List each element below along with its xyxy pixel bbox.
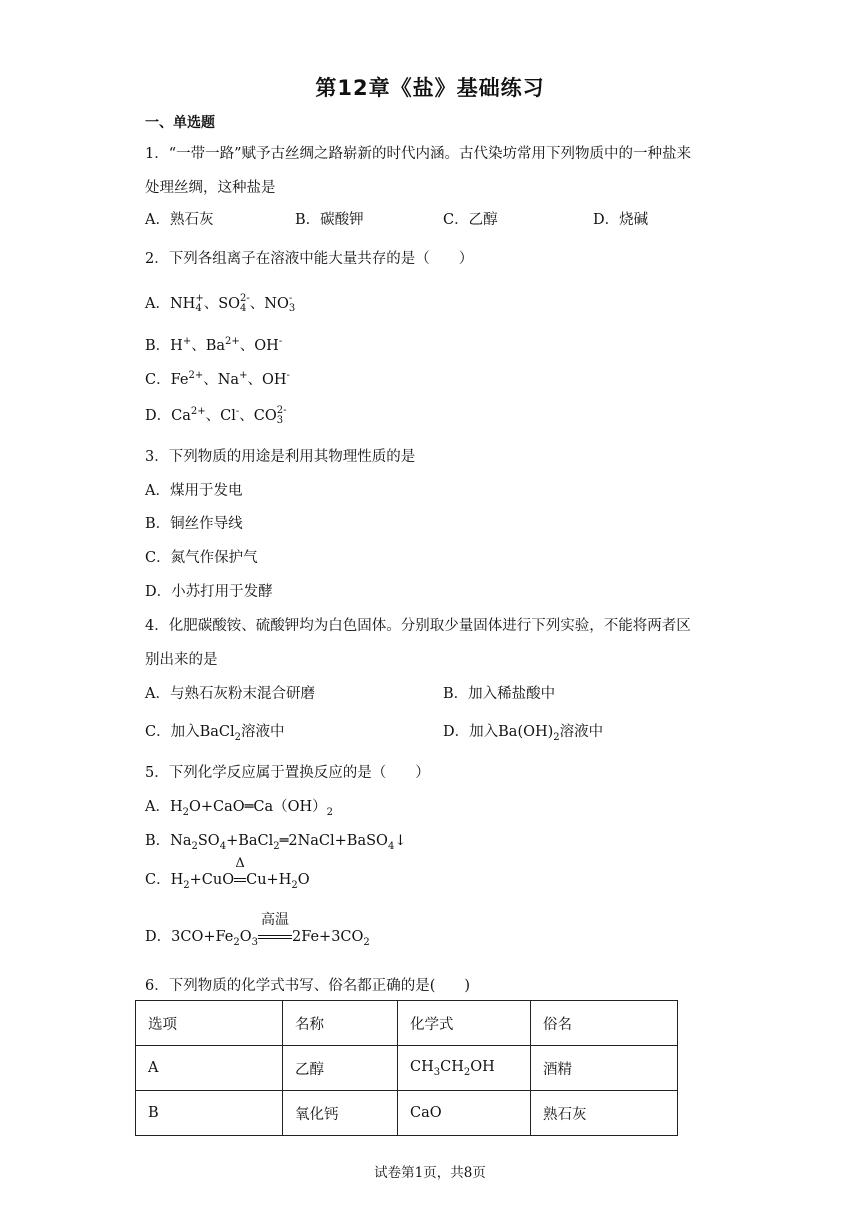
q1-option-b: B．碳酸钾 — [295, 212, 364, 228]
q4-option-b: B．加入稀盐酸中 — [443, 686, 556, 702]
q6-stem: 6．下列物质的化学式书写、俗名都正确的是( ) — [145, 978, 471, 994]
q3-option-a: A．煤用于发电 — [145, 483, 243, 499]
q5-option-b: B．$Na_2SO_4+BaCl_2═2NaCl+BaSO_4↓$ — [145, 833, 407, 852]
table-row — [136, 1046, 678, 1091]
table-cell: CaO — [398, 1091, 531, 1136]
table-header-cell: 名称 — [283, 1001, 398, 1046]
table-row — [136, 1091, 678, 1136]
q3-option-b: B．铜丝作导线 — [145, 516, 243, 532]
q4-stem-line2: 别出来的是 — [145, 652, 218, 668]
q5-option-d: D．$3CO+Fe_2O_3$ 高温 $2Fe+3CO_2$ — [145, 912, 370, 948]
q3-option-d: D．小苏打用于发酵 — [145, 584, 273, 600]
q3-option-c: C．氮气作保护气 — [145, 550, 258, 566]
table-cell: 熟石灰 — [531, 1091, 678, 1136]
q3-stem: 3．下列物质的用途是利用其物理性质的是 — [145, 449, 416, 465]
table-header-cell: 俗名 — [531, 1001, 678, 1046]
q2-stem: 2．下列各组离子在溶液中能大量共存的是（ ） — [145, 251, 474, 267]
page-footer: 试卷第1页，共8页 — [374, 1165, 486, 1181]
table-cell: 乙醇 — [283, 1046, 398, 1091]
table-header-row — [136, 1001, 678, 1046]
section-heading: 一、单选题 — [145, 115, 215, 131]
q5-c-condition: Δ — [234, 872, 246, 888]
q1-stem-line1: 1．“一带一路”赋予古丝绸之路崭新的时代内涵。古代染坊常用下列物质中的一种盐来 — [145, 146, 692, 162]
q2-option-d: D．$Ca^{2+}$、Cl-、CO 2- 3 — [145, 405, 287, 426]
q5-stem: 5．下列化学反应属于置换反应的是（ ） — [145, 765, 430, 781]
page-title: 第12章《盐》基础练习 — [315, 76, 545, 100]
q1-option-a: A．熟石灰 — [145, 212, 214, 228]
table-header-cell: 选项 — [136, 1001, 283, 1046]
q1-stem-line2: 处理丝绸，这种盐是 — [145, 180, 276, 196]
q1-option-c: C．乙醇 — [443, 212, 498, 228]
q4-option-d: D．加入$Ba(OH)_2$溶液中 — [443, 724, 604, 743]
table-cell: 氧化钙 — [283, 1091, 398, 1136]
table-cell: B — [136, 1091, 283, 1136]
q2-option-c: C．$Fe^{2+}$、Na+、OH- — [145, 370, 290, 388]
q2-option-b: B．H+、$Ba^{2+}$、OH- — [145, 336, 283, 354]
q4-stem-line1: 4．化肥碳酸铵、硫酸钾均为白色固体。分别取少量固体进行下列实验，不能将两者区 — [145, 618, 691, 634]
q1-option-d: D．烧碱 — [593, 212, 649, 228]
q6-table — [135, 1000, 678, 1136]
q4-option-c: C．加入BaCl$_2$溶液中 — [145, 724, 285, 743]
q5-option-c: C．$H_2+CuO$ Δ $Cu+H_2O$ — [145, 856, 310, 891]
q5-option-a: A．$H_2O+CaO═Ca(OH)_2$ — [145, 799, 334, 818]
table-cell: 酒精 — [531, 1046, 678, 1091]
table-cell: A — [136, 1046, 283, 1091]
table-cell-formula: $CH_3CH_2OH$ — [398, 1046, 531, 1091]
q5-d-condition: 高温 — [258, 929, 292, 945]
q4-option-a: A．与熟石灰粉末混合研磨 — [145, 686, 315, 702]
q2-option-a: A．NH + 4 、SO 2- 4 、NO - 3 — [145, 293, 296, 314]
table-header-cell: 化学式 — [398, 1001, 531, 1046]
